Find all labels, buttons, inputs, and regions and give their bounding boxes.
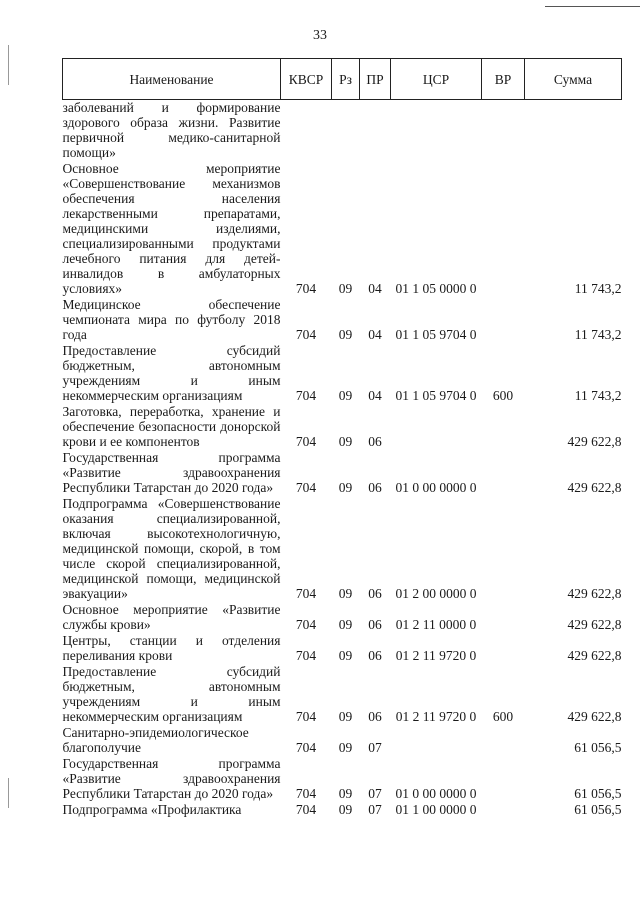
cell-csr: 01 1 05 9704 0: [395, 388, 477, 403]
cell-sum: [525, 100, 622, 161]
cell-vr: [482, 755, 525, 801]
cell-rz: 09: [338, 281, 353, 296]
table-row: [63, 724, 622, 755]
cell-kvsr: 704: [295, 617, 317, 632]
cell-sum: 11 743,2: [574, 388, 622, 403]
cell-name: Предоставление субсидий бюджетным, автономным учреждениям и иным некоммерческим организациям: [62, 343, 281, 403]
cell-pr: 07: [368, 740, 382, 755]
cell-pr: 06: [368, 648, 382, 663]
cell-kvsr: 704: [295, 709, 317, 724]
cell-pr: 04: [368, 281, 382, 296]
cell-vr: [482, 160, 525, 296]
cell-kvsr: 704: [295, 586, 317, 601]
cell-pr: 06: [368, 434, 382, 449]
cell-name: Предоставление субсидий бюджетным, автономным учреждениям и иным некоммерческим организациям: [62, 664, 281, 724]
cell-kvsr: 704: [295, 740, 317, 755]
cell-vr: 600: [492, 388, 514, 403]
cell-pr: 06: [368, 709, 382, 724]
cell-sum: 61 056,5: [574, 786, 622, 801]
cell-rz: 09: [338, 327, 353, 342]
cell-rz: 09: [338, 709, 353, 724]
cell-kvsr: 704: [295, 802, 317, 817]
cell-pr: 07: [368, 802, 382, 817]
cell-csr: 01 1 00 0000 0: [395, 802, 477, 817]
cell-pr: [360, 100, 391, 161]
scan-mark: [8, 778, 9, 808]
cell-sum: 429 622,8: [567, 434, 622, 449]
cell-csr: [391, 403, 482, 449]
cell-sum: 429 622,8: [567, 617, 622, 632]
cell-vr: [482, 801, 525, 817]
cell-pr: 07: [368, 786, 382, 801]
cell-name: Государственная программа «Развитие здравоохранения Республики Татарстан до 2020 года»: [62, 756, 281, 801]
header-csr: ЦСР: [391, 59, 482, 100]
table-row: [63, 342, 622, 403]
cell-sum: 11 743,2: [574, 327, 622, 342]
cell-vr: [482, 449, 525, 495]
scan-mark: [8, 45, 9, 85]
cell-vr: [482, 495, 525, 601]
cell-csr: 01 2 00 0000 0: [395, 586, 477, 601]
cell-name: Санитарно-эпидемиологическое благополучие: [62, 725, 249, 755]
cell-kvsr: 704: [295, 281, 317, 296]
table-row: [63, 663, 622, 724]
cell-rz: 09: [338, 802, 353, 817]
table-row: [63, 100, 622, 161]
cell-vr: 600: [492, 709, 514, 724]
table-row: [63, 495, 622, 601]
table-header-row: [63, 59, 622, 100]
table-row: [63, 403, 622, 449]
cell-name: Центры, станции и отделения переливания крови: [62, 633, 281, 663]
cell-name: Подпрограмма «Совершенствование оказания специализированной, включая высокотехнологичную, медицинской помощи, скорой, в том числе скорой специализированной, медицинской помощи, медицинской эвакуации»: [62, 496, 281, 601]
cell-kvsr: [281, 100, 332, 161]
cell-name: Государственная программа «Развитие здравоохранения Республики Татарстан до 2020 года»: [62, 450, 281, 495]
cell-rz: 09: [338, 740, 353, 755]
cell-csr: 01 2 11 9720 0: [395, 709, 477, 724]
cell-rz: 09: [338, 586, 353, 601]
cell-kvsr: 704: [295, 434, 317, 449]
table-row: [63, 449, 622, 495]
table-row: [63, 160, 622, 296]
cell-csr: 01 2 11 9720 0: [395, 648, 477, 663]
cell-vr: [482, 100, 525, 161]
cell-csr: [391, 100, 482, 161]
cell-rz: 09: [338, 786, 353, 801]
cell-kvsr: 704: [295, 388, 317, 403]
header-pr: ПР: [360, 59, 391, 100]
header-rz: Рз: [332, 59, 360, 100]
cell-pr: 06: [368, 480, 382, 495]
top-rule: [545, 6, 640, 7]
cell-vr: [482, 724, 525, 755]
header-sum: Сумма: [525, 59, 622, 100]
cell-sum: 429 622,8: [567, 709, 622, 724]
cell-name: Заготовка, переработка, хранение и обеспечение безопасности донорской крови и ее компонентов: [62, 404, 281, 449]
cell-sum: 429 622,8: [567, 648, 622, 663]
cell-name: Основное мероприятие «Совершенствование механизмов обеспечения населения лекарственными препаратами, медицинскими изделиями, специализированными продуктами лечебного питания для детей-инвалидов в амбулаторных условиях»: [62, 161, 281, 296]
header-vr: ВР: [482, 59, 525, 100]
table-row: [63, 632, 622, 663]
cell-rz: [332, 100, 360, 161]
cell-rz: 09: [338, 617, 353, 632]
cell-name: Подпрограмма «Профилактика: [62, 802, 242, 817]
cell-vr: [482, 601, 525, 632]
cell-csr: 01 0 00 0000 0: [395, 480, 477, 495]
cell-vr: [482, 296, 525, 342]
cell-csr: 01 1 05 9704 0: [395, 327, 477, 342]
cell-name: заболеваний и формирование здорового образа жизни. Развитие первичной медико-санитарной помощи»: [62, 100, 281, 160]
table-row: [63, 601, 622, 632]
cell-vr: [482, 403, 525, 449]
cell-pr: 06: [368, 586, 382, 601]
cell-csr: 01 1 05 0000 0: [395, 281, 477, 296]
cell-kvsr: 704: [295, 480, 317, 495]
header-kvsr: КВСР: [281, 59, 332, 100]
cell-sum: 429 622,8: [567, 480, 622, 495]
cell-csr: 01 2 11 0000 0: [395, 617, 477, 632]
page-number: 33: [313, 28, 327, 43]
cell-csr: [391, 724, 482, 755]
cell-kvsr: 704: [295, 648, 317, 663]
budget-table: [62, 58, 622, 817]
cell-pr: 04: [368, 388, 382, 403]
cell-sum: 11 743,2: [574, 281, 622, 296]
cell-name: Медицинское обеспечение чемпионата мира по футболу 2018 года: [62, 297, 281, 342]
table-row: [63, 801, 622, 817]
cell-sum: 429 622,8: [567, 586, 622, 601]
cell-name: Основное мероприятие «Развитие службы крови»: [62, 602, 281, 632]
cell-sum: 61 056,5: [574, 802, 622, 817]
cell-rz: 09: [338, 434, 353, 449]
cell-kvsr: 704: [295, 786, 317, 801]
cell-vr: [482, 632, 525, 663]
cell-rz: 09: [338, 480, 353, 495]
table-row: [63, 296, 622, 342]
table-row: [63, 755, 622, 801]
cell-pr: 06: [368, 617, 382, 632]
cell-rz: 09: [338, 388, 353, 403]
cell-kvsr: 704: [295, 327, 317, 342]
cell-pr: 04: [368, 327, 382, 342]
cell-sum: 61 056,5: [574, 740, 622, 755]
header-name: Наименование: [63, 59, 281, 100]
cell-csr: 01 0 00 0000 0: [395, 786, 477, 801]
cell-rz: 09: [338, 648, 353, 663]
